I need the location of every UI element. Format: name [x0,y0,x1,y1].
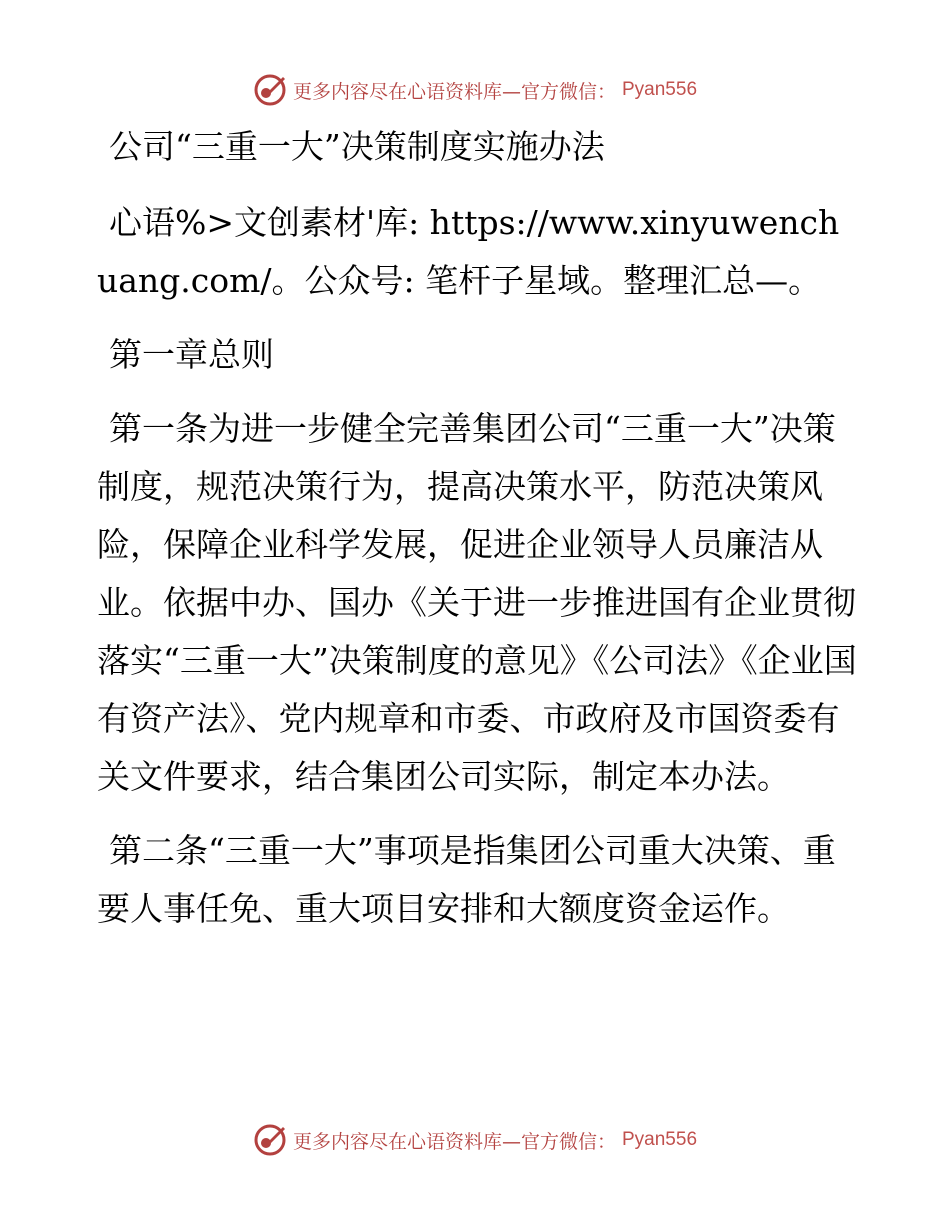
chapter-heading: 第一章总则 [109,335,274,374]
banner-text: 更多内容尽在心语资料库—官方微信： [292,1130,616,1153]
quill-logo-icon [253,1123,287,1157]
article-1-paragraph: 第一条为进一步健全完善集团公司“三重一大”决策制度，规范决策行为，提高决策水平，防范决策风险，保障企业科学发展，促进企业领导人员廉洁从业。依据中办、国办《关于进一步推进国有企业贯彻落实“三重一大”决策制度的意见》《公司法》《企业国有资产法》、党内规章和市委、市政府及市国资委有关文件要求，结合集团公司实际，制定本办法。 [97,409,857,796]
document-title: 公司“三重一大”决策制度实施办法 [109,127,605,166]
banner-wechat-id: Pyan556 [622,79,698,100]
quill-logo-icon [253,73,287,107]
source-note: 心语%>文创素材'库: https://www.xinyuwenchuang.com/。公众号: 笔杆子星域。整理汇总—。 [97,203,840,300]
banner-wechat-id: Pyan556 [622,1129,698,1150]
document-body [97,118,857,954]
article-2-paragraph: 第二条“三重一大”事项是指集团公司重大决策、重要人事任免、重大项目安排和大额度资金运作。 [97,831,836,928]
header-watermark-banner [0,70,950,110]
banner-text: 更多内容尽在心语资料库—官方微信： [292,80,616,103]
footer-watermark-banner [0,1120,950,1160]
